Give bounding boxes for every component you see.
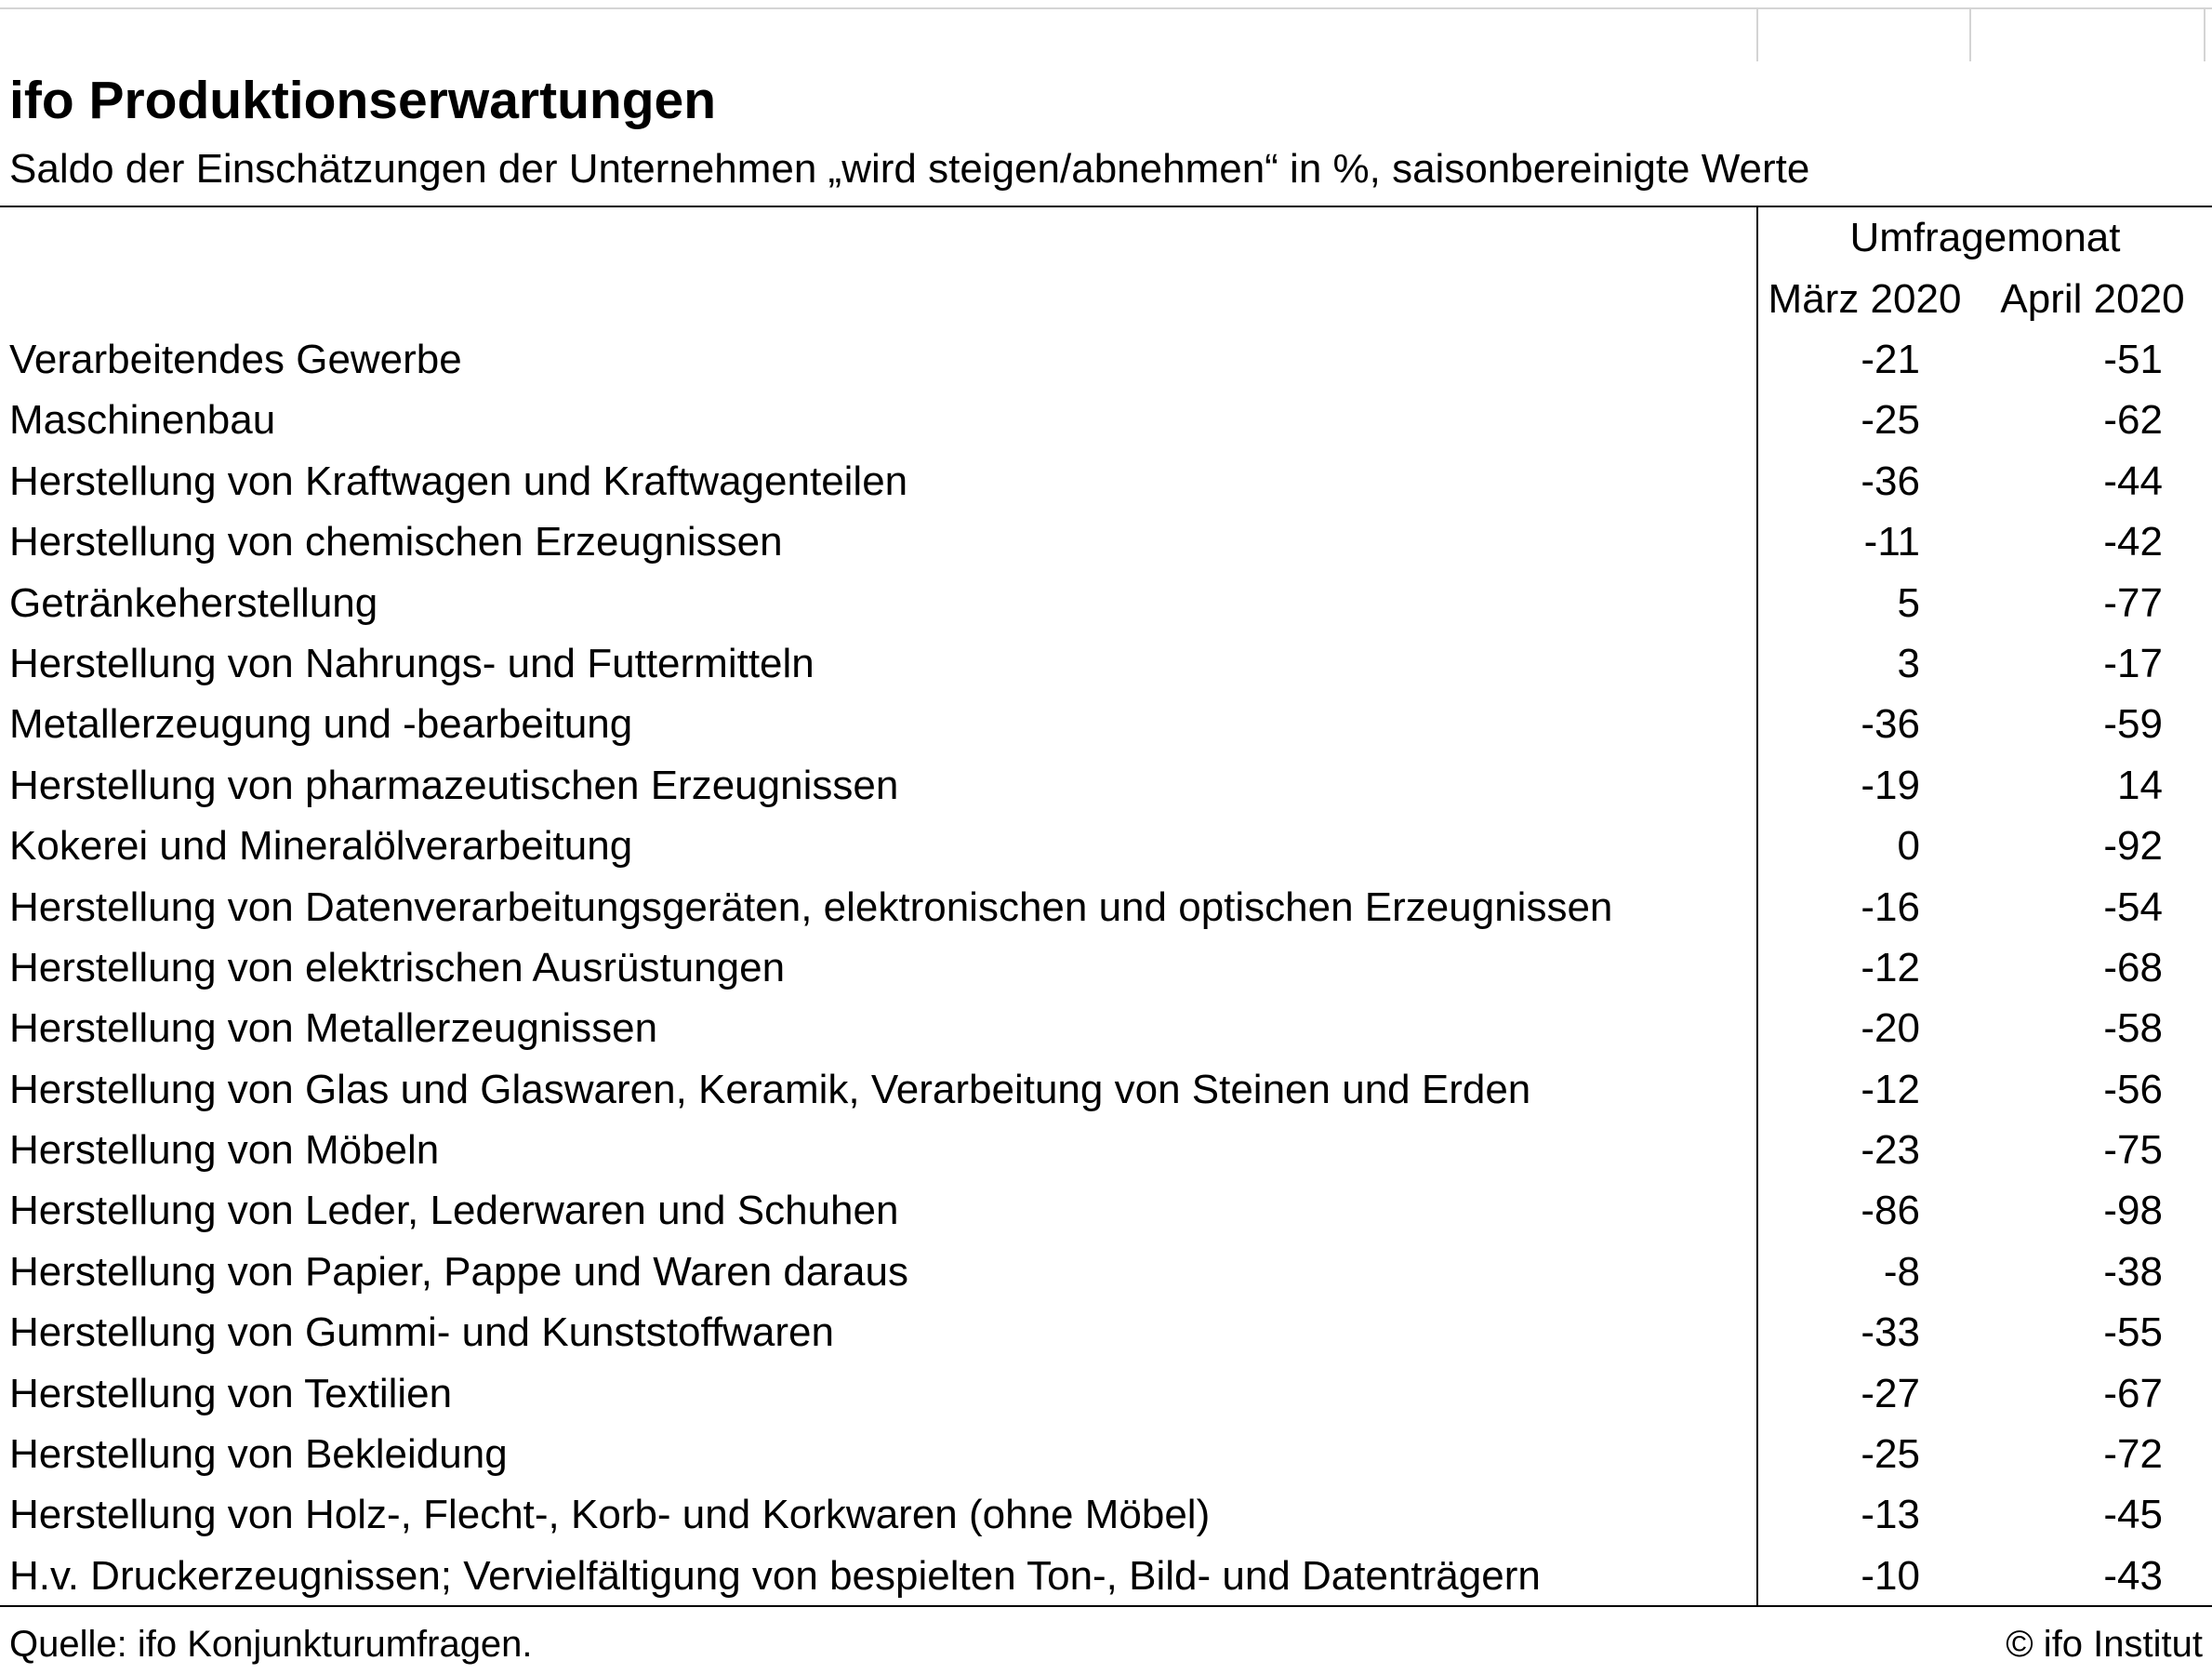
row-label: Herstellung von Nahrungs- und Futtermitteln bbox=[9, 640, 815, 686]
table-body bbox=[0, 329, 2212, 1606]
value-march: -12 bbox=[1861, 1066, 1920, 1112]
value-march: -10 bbox=[1861, 1552, 1920, 1599]
table-row bbox=[0, 694, 2212, 754]
value-april: -43 bbox=[2103, 1552, 2163, 1599]
gridline-col-3 bbox=[2204, 7, 2205, 61]
table-row bbox=[0, 390, 2212, 450]
row-label: Herstellung von elektrischen Ausrüstungen bbox=[9, 944, 786, 990]
value-march: -25 bbox=[1861, 1431, 1920, 1478]
value-march: -25 bbox=[1861, 397, 1920, 444]
value-march: 0 bbox=[1897, 823, 1920, 870]
value-april: -17 bbox=[2103, 640, 2163, 686]
row-label: Getränkeherstellung bbox=[9, 579, 378, 626]
row-label: Herstellung von Möbeln bbox=[9, 1127, 440, 1174]
table-row bbox=[0, 1059, 2212, 1120]
row-label: Herstellung von Metallerzeugnissen bbox=[9, 1005, 658, 1052]
table-row bbox=[0, 1424, 2212, 1484]
value-april: -92 bbox=[2103, 823, 2163, 870]
row-label: Herstellung von Textilien bbox=[9, 1370, 453, 1416]
table-row bbox=[0, 1302, 2212, 1362]
value-april: -77 bbox=[2103, 579, 2163, 626]
row-label: Metallerzeugung und -bearbeitung bbox=[9, 701, 633, 748]
table-row bbox=[0, 512, 2212, 572]
row-label: Herstellung von pharmazeutischen Erzeugnissen bbox=[9, 762, 899, 808]
value-march: -12 bbox=[1861, 944, 1920, 990]
row-label: Herstellung von Papier, Pappe und Waren daraus bbox=[9, 1248, 908, 1295]
table-row bbox=[0, 329, 2212, 390]
row-label: Herstellung von Bekleidung bbox=[9, 1431, 508, 1478]
gridline-col-2 bbox=[1969, 7, 1971, 61]
value-april: -58 bbox=[2103, 1005, 2163, 1052]
column-header-april: April 2020 bbox=[2000, 276, 2185, 322]
value-march: -16 bbox=[1861, 884, 1920, 930]
value-march: -8 bbox=[1883, 1248, 1920, 1295]
value-april: -56 bbox=[2103, 1066, 2163, 1112]
value-march: -13 bbox=[1861, 1492, 1920, 1538]
row-label: Kokerei und Mineralölverarbeitung bbox=[9, 823, 633, 870]
value-march: -36 bbox=[1861, 701, 1920, 748]
value-april: -44 bbox=[2103, 458, 2163, 504]
value-march: -23 bbox=[1861, 1127, 1920, 1174]
row-label: Herstellung von Holz-, Flecht-, Korb- und Korkwaren (ohne Möbel) bbox=[9, 1492, 1211, 1538]
column-group-header: Umfragemonat bbox=[1849, 215, 2121, 260]
value-march: -20 bbox=[1861, 1005, 1920, 1052]
value-april: -62 bbox=[2103, 397, 2163, 444]
page-subtitle: Saldo der Einschätzungen der Unternehmen „wird steigen/abnehmen“ in %, saisonbereinigte Werte bbox=[9, 146, 1810, 192]
value-march: -19 bbox=[1861, 762, 1920, 808]
value-april: -75 bbox=[2103, 1127, 2163, 1174]
row-label: H.v. Druckerzeugnissen; Vervielfältigung von bespielten Ton-, Bild- und Datenträgern bbox=[9, 1552, 1541, 1599]
value-april: -67 bbox=[2103, 1370, 2163, 1416]
value-april: -51 bbox=[2103, 337, 2163, 382]
value-april: -42 bbox=[2103, 519, 2163, 565]
value-march: -21 bbox=[1861, 337, 1920, 382]
table-row bbox=[0, 1546, 2212, 1606]
value-april: -45 bbox=[2103, 1492, 2163, 1538]
table-row bbox=[0, 451, 2212, 512]
page-title: ifo Produktionserwartungen bbox=[9, 71, 717, 130]
row-label: Herstellung von Gummi- und Kunststoffwaren bbox=[9, 1309, 834, 1356]
value-april: -59 bbox=[2103, 701, 2163, 748]
value-april: -54 bbox=[2103, 884, 2163, 930]
table-row bbox=[0, 1180, 2212, 1241]
column-header-march: März 2020 bbox=[1768, 276, 1962, 322]
row-label: Herstellung von chemischen Erzeugnissen bbox=[9, 519, 783, 565]
table-row bbox=[0, 573, 2212, 633]
row-label: Maschinenbau bbox=[9, 397, 276, 444]
table-row bbox=[0, 1484, 2212, 1545]
table-row bbox=[0, 755, 2212, 816]
table-row bbox=[0, 633, 2212, 694]
value-april: -38 bbox=[2103, 1248, 2163, 1295]
table-row bbox=[0, 1363, 2212, 1424]
value-april: -55 bbox=[2103, 1309, 2163, 1356]
row-label: Herstellung von Glas und Glaswaren, Keramik, Verarbeitung von Steinen und Erden bbox=[9, 1066, 1531, 1112]
value-april: 14 bbox=[2117, 762, 2163, 808]
table-row bbox=[0, 877, 2212, 937]
spreadsheet-gridlines bbox=[0, 0, 2212, 61]
source-note: Quelle: ifo Konjunkturumfragen. bbox=[9, 1624, 533, 1665]
row-label: Herstellung von Leder, Lederwaren und Schuhen bbox=[9, 1188, 899, 1234]
gridline-top bbox=[0, 7, 2212, 9]
value-april: -72 bbox=[2103, 1431, 2163, 1478]
table-row bbox=[0, 937, 2212, 998]
row-label: Herstellung von Datenverarbeitungsgeräten, elektronischen und optischen Erzeugnissen bbox=[9, 884, 1613, 930]
value-march: -86 bbox=[1861, 1188, 1920, 1234]
table-bottom-rule bbox=[0, 1605, 2212, 1607]
value-march: 3 bbox=[1897, 640, 1920, 686]
copyright-note: © ifo Institut bbox=[2006, 1624, 2203, 1665]
row-label: Herstellung von Kraftwagen und Kraftwagenteilen bbox=[9, 458, 908, 504]
table-row bbox=[0, 1242, 2212, 1302]
value-march: 5 bbox=[1897, 579, 1920, 626]
table-row bbox=[0, 998, 2212, 1058]
value-april: -68 bbox=[2103, 944, 2163, 990]
value-april: -98 bbox=[2103, 1188, 2163, 1234]
table-row bbox=[0, 816, 2212, 876]
row-label: Verarbeitendes Gewerbe bbox=[9, 337, 462, 382]
gridline-col-1 bbox=[1756, 7, 1758, 61]
value-march: -11 bbox=[1863, 519, 1920, 565]
value-march: -27 bbox=[1861, 1370, 1920, 1416]
value-march: -33 bbox=[1861, 1309, 1920, 1356]
table-row bbox=[0, 1120, 2212, 1180]
value-march: -36 bbox=[1861, 458, 1920, 504]
